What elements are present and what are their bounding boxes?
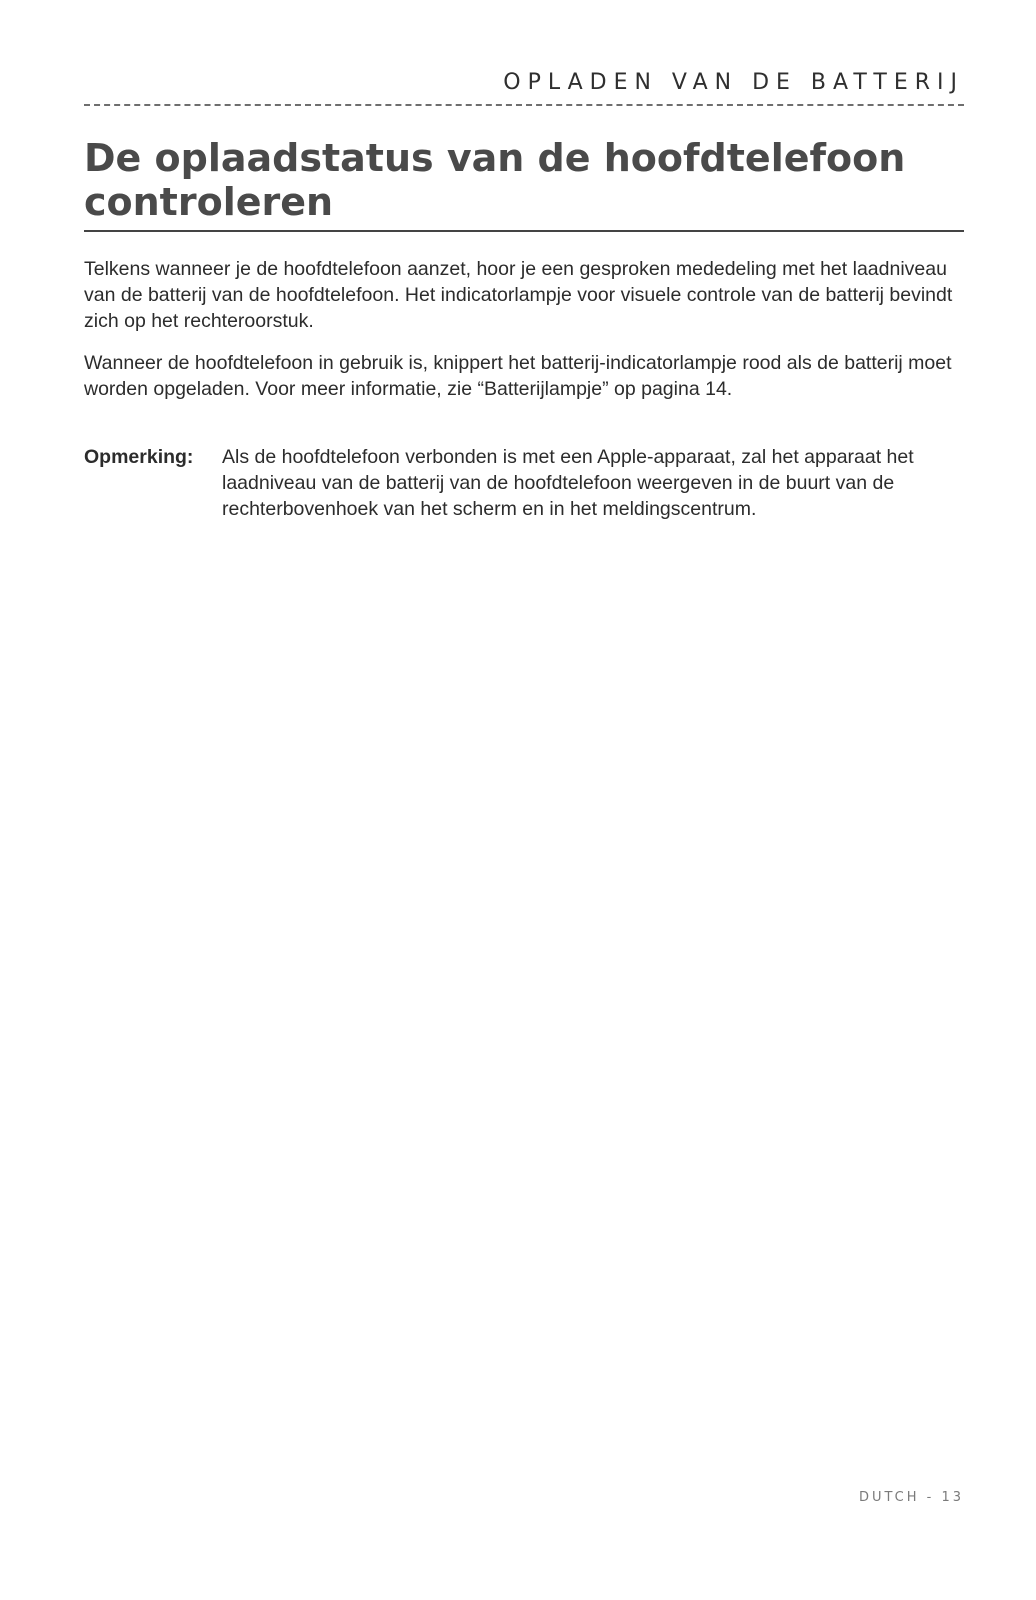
- title-underline: [84, 230, 964, 232]
- section-header: OPLADEN VAN DE BATTERIJ: [503, 70, 964, 95]
- body-paragraph-battery-indicator: Wanneer de hoofdtelefoon in gebruik is, knippert het batterij-indicatorlampje rood als de batterij moet worden opgeladen. Voor meer informatie, zie “Batterijlampje” op pagina 14.: [84, 352, 952, 400]
- page-title: De oplaadstatus van de hoofdtelefoon controleren: [84, 136, 906, 224]
- body-paragraph-charge-announcement: Telkens wanneer je de hoofdtelefoon aanzet, hoor je een gesproken mededeling met het laadniveau van de batterij van de hoofdtelefoon. Het indicatorlampje voor visuele controle van de batterij bevindt zich op het rechteroorstuk.: [84, 258, 953, 332]
- note-text: Als de hoofdtelefoon verbonden is met een Apple-apparaat, zal het apparaat het laadniveau van de batterij van de hoofdtelefoon weergeven in de buurt van de rechterbovenhoek van het scherm en in het meldingscentrum.: [222, 446, 914, 520]
- document-page: [84, 0, 964, 1600]
- header-divider: [84, 104, 964, 106]
- note-label: Opmerking:: [84, 446, 194, 468]
- page-footer: DUTCH - 13: [858, 1490, 964, 1505]
